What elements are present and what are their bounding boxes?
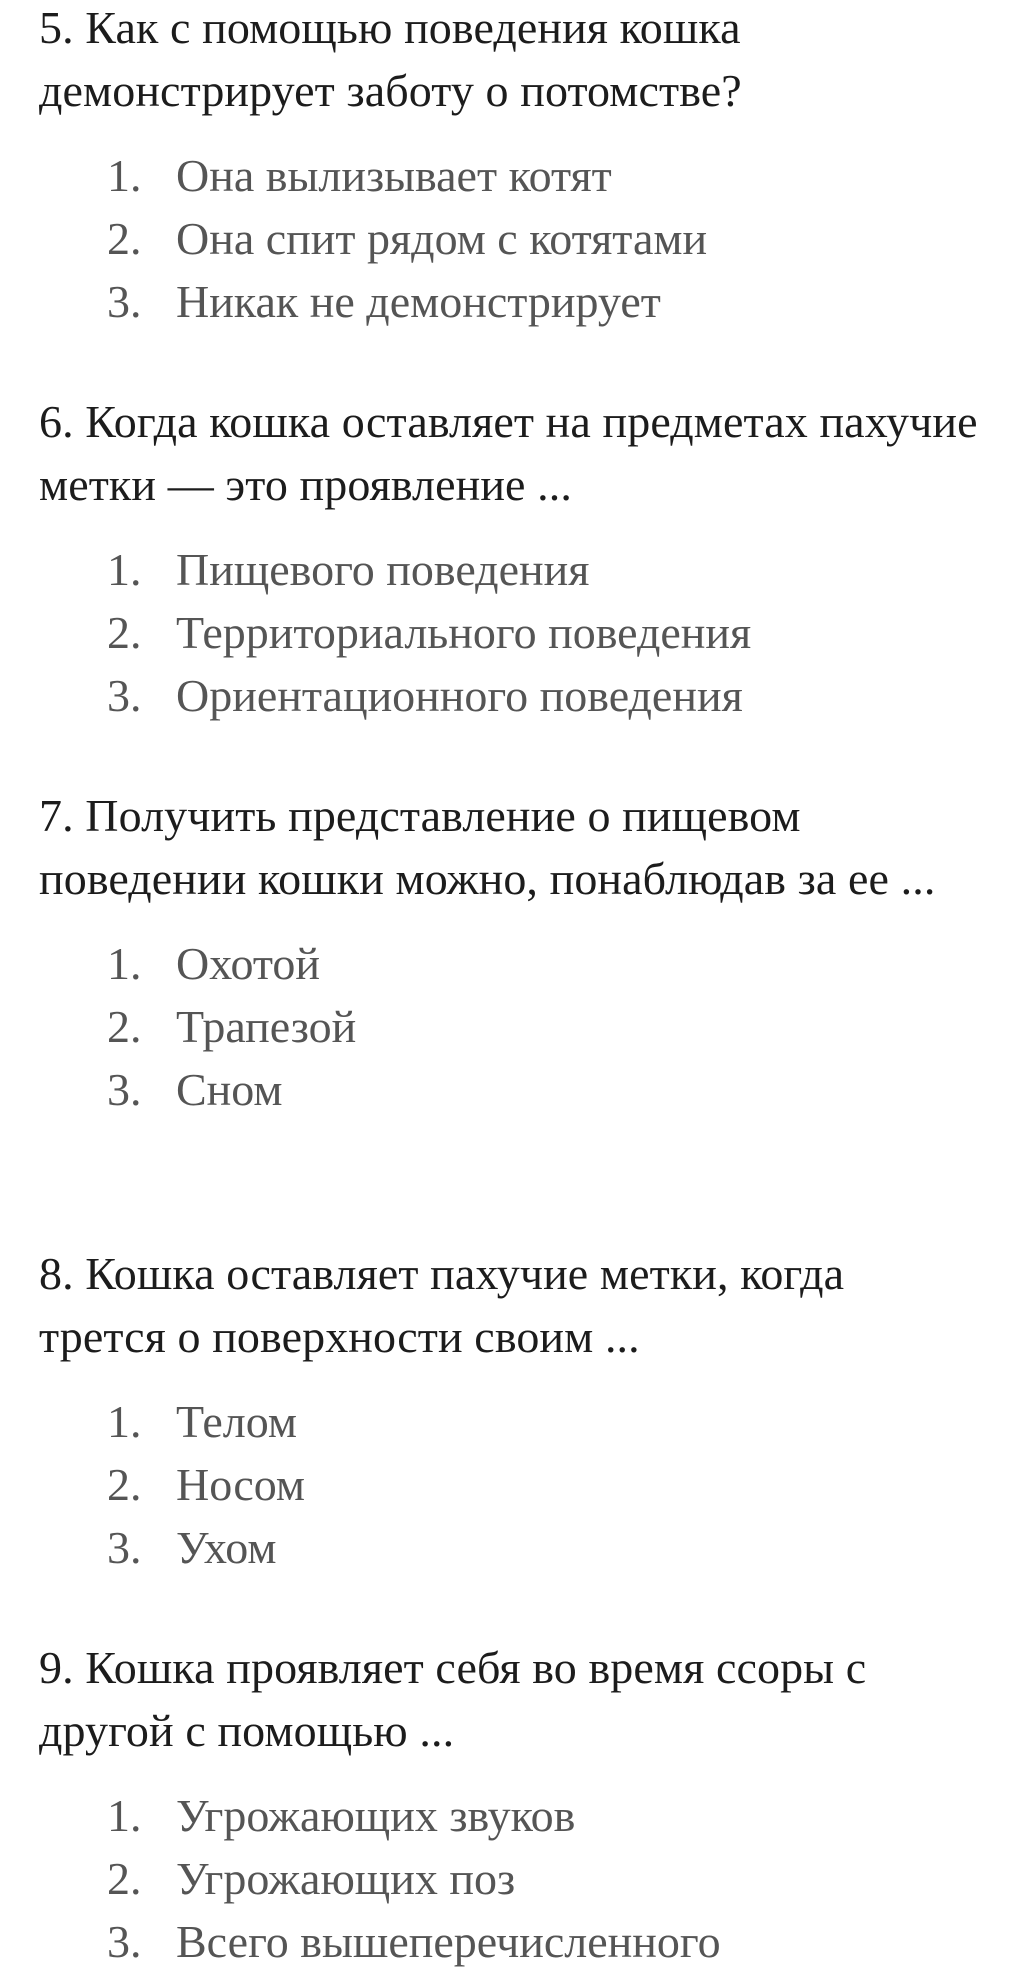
option-number: 1. <box>107 1790 142 1841</box>
option-text: Угрожающих звуков <box>176 1790 576 1841</box>
answer-option-1 <box>39 144 979 207</box>
answer-option-3 <box>39 1516 979 1579</box>
option-number: 3. <box>107 1916 142 1967</box>
option-text: Носом <box>176 1459 306 1510</box>
question-text: 5. Как с помощью поведения кошка демонстрирует заботу о потомстве? <box>39 2 742 116</box>
option-number: 3. <box>107 1064 142 1115</box>
answer-options <box>39 932 979 1121</box>
option-text: Всего вышеперечисленного <box>176 1916 721 1967</box>
option-text: Телом <box>176 1396 297 1447</box>
option-number: 2. <box>107 1853 142 1904</box>
answer-option-1 <box>39 538 979 601</box>
option-number: 2. <box>107 1001 142 1052</box>
option-text: Охотой <box>176 938 320 989</box>
answer-option-2 <box>39 1453 979 1516</box>
option-text: Сном <box>176 1064 283 1115</box>
option-number: 3. <box>107 670 142 721</box>
answer-option-3 <box>39 1058 979 1121</box>
question-5 <box>39 0 979 333</box>
question-text: 7. Получить представление о пищевом поведении кошки можно, понаблюдав за ее ... <box>39 790 936 904</box>
answer-option-1 <box>39 1784 979 1847</box>
option-number: 2. <box>107 213 142 264</box>
answer-options <box>39 144 979 333</box>
answer-option-2 <box>39 1847 979 1910</box>
option-number: 3. <box>107 276 142 327</box>
answer-option-2 <box>39 995 979 1058</box>
answer-option-1 <box>39 1390 979 1453</box>
option-number: 1. <box>107 150 142 201</box>
question-7 <box>39 784 979 1121</box>
answer-option-3 <box>39 664 979 727</box>
option-text: Она вылизывает котят <box>176 150 612 201</box>
option-number: 1. <box>107 544 142 595</box>
option-number: 1. <box>107 1396 142 1447</box>
option-text: Никак не демонстрирует <box>176 276 661 327</box>
question-8 <box>39 1242 979 1579</box>
question-9 <box>39 1636 979 1973</box>
answer-option-3 <box>39 270 979 333</box>
option-number: 3. <box>107 1522 142 1573</box>
answer-option-1 <box>39 932 979 995</box>
answer-option-2 <box>39 207 979 270</box>
option-text: Она спит рядом с котятами <box>176 213 708 264</box>
option-text: Трапезой <box>176 1001 357 1052</box>
option-text: Территориального поведения <box>176 607 752 658</box>
option-number: 1. <box>107 938 142 989</box>
question-6 <box>39 390 979 727</box>
option-number: 2. <box>107 607 142 658</box>
question-text: 9. Кошка проявляет себя во время ссоры с другой с помощью ... <box>39 1642 867 1756</box>
option-text: Ухом <box>176 1522 277 1573</box>
answer-options <box>39 1390 979 1579</box>
option-text: Пищевого поведения <box>176 544 590 595</box>
answer-option-2 <box>39 601 979 664</box>
option-text: Угрожающих поз <box>176 1853 516 1904</box>
answer-option-3 <box>39 1910 979 1973</box>
question-text: 8. Кошка оставляет пахучие метки, когда трется о поверхности своим ... <box>39 1248 845 1362</box>
option-text: Ориентационного поведения <box>176 670 743 721</box>
answer-options <box>39 538 979 727</box>
option-number: 2. <box>107 1459 142 1510</box>
question-text: 6. Когда кошка оставляет на предметах пахучие метки — это проявление ... <box>39 396 978 510</box>
answer-options <box>39 1784 979 1973</box>
